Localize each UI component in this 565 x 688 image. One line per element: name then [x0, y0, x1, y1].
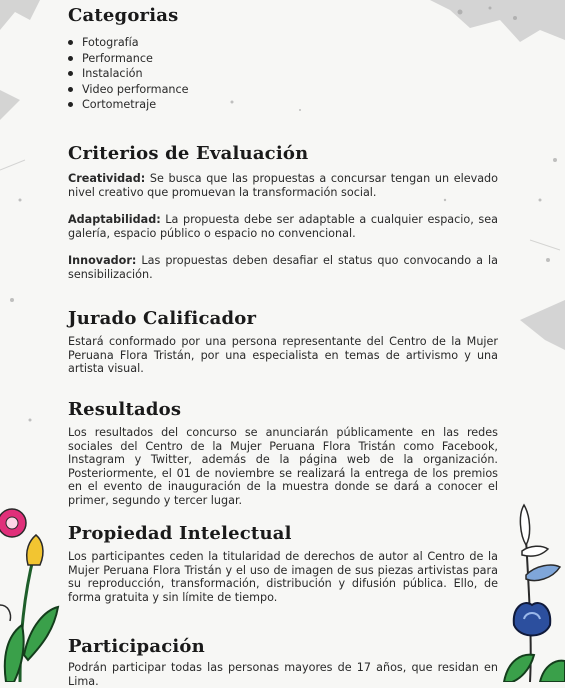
jurado-heading: Jurado Calificador — [68, 308, 257, 329]
list-item: Fotografía — [68, 35, 189, 51]
participacion-text: Podrán participar todas las personas mayores de 17 años, que residan en Lima. — [68, 661, 498, 688]
jurado-text: Estará conformado por una persona representante del Centro de la Mujer Peruana Flora Tristán, por una especialista en temas de artivismo y una artista visual. — [68, 335, 498, 376]
categorias-list — [68, 35, 189, 113]
criterio-label: Adaptabilidad: — [68, 213, 161, 226]
criterio-adaptabilidad — [68, 213, 498, 240]
criterio-text: La propuesta debe ser adaptable a cualquier espacio, sea galería, espacio público o espacio no convencional. — [68, 213, 498, 240]
criterio-text: Las propuestas deben desafiar el status quo convocando a la sensibilización. — [68, 254, 498, 281]
categorias-heading: Categorias — [68, 5, 179, 26]
resultados-text: Los resultados del concurso se anunciarán públicamente en las redes sociales del Centro de la Mujer Peruana Flora Tristán como Facebook, Instagram y Twitter, además de la página web de la organización. Posteriormente, el 01 de noviembre se realizará la entrega de los premios en el evento de inauguración de la muestra donde se dará a conocer el primer, segundo y tercer lugar. — [68, 426, 498, 507]
criterio-text: Se busca que las propuestas a concursar tengan un elevado nivel creativo que promuevan la transformación social. — [68, 172, 498, 199]
right-flower-illustration — [500, 495, 565, 682]
list-item: Instalación — [68, 66, 189, 82]
criterio-label: Innovador: — [68, 254, 137, 267]
propiedad-heading: Propiedad Intelectual — [68, 523, 292, 544]
resultados-heading: Resultados — [68, 399, 182, 420]
participacion-heading: Participación — [68, 636, 205, 657]
criterio-creatividad — [68, 172, 498, 199]
propiedad-text: Los participantes ceden la titularidad de derechos de autor al Centro de la Mujer Peruana Flora Tristán y el uso de imagen de sus piezas artivistas para su reproducción, transformación, distribución y difusión pública. Ello, de forma gratuita y sin límite de tiempo. — [68, 550, 498, 604]
left-flower-illustration — [0, 495, 60, 682]
list-item: Performance — [68, 51, 189, 67]
list-item: Video performance — [68, 82, 189, 98]
criterios-heading: Criterios de Evaluación — [68, 143, 309, 164]
criterio-innovador — [68, 254, 498, 281]
list-item: Cortometraje — [68, 97, 189, 113]
criterio-label: Creatividad: — [68, 172, 146, 185]
